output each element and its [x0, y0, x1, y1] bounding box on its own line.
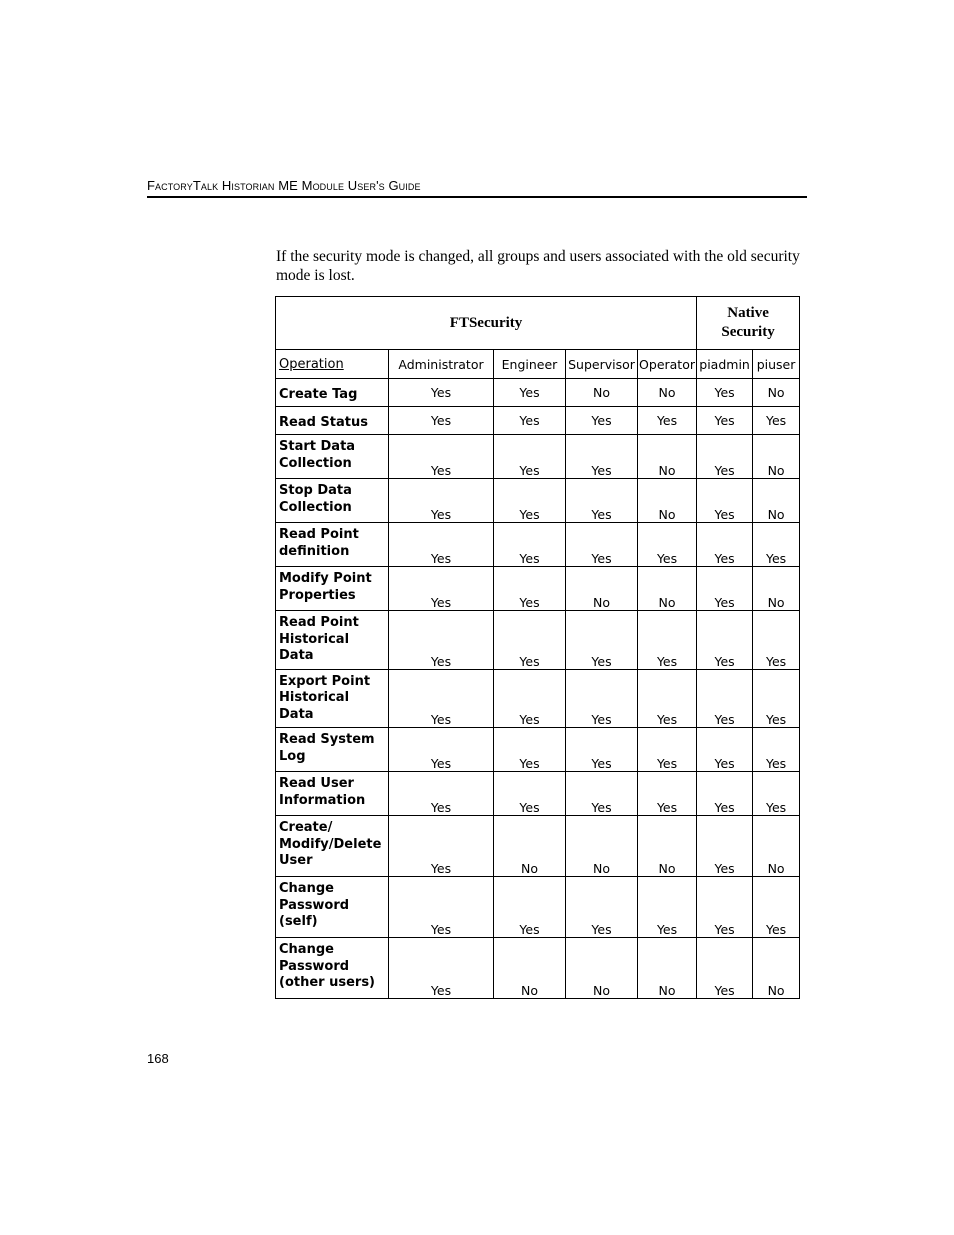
permission-cell: No — [638, 567, 697, 611]
permission-cell: Yes — [638, 877, 697, 938]
permission-cell: No — [566, 816, 638, 877]
permission-cell: Yes — [753, 523, 800, 567]
permission-cell: No — [638, 479, 697, 523]
permission-cell: No — [753, 479, 800, 523]
permission-cell: Yes — [697, 669, 753, 728]
permission-cell: Yes — [697, 523, 753, 567]
permission-cell: No — [753, 567, 800, 611]
permission-cell: Yes — [389, 877, 494, 938]
permission-cell: No — [494, 816, 566, 877]
permission-cell: Yes — [566, 728, 638, 772]
permission-cell: Yes — [389, 435, 494, 479]
permission-cell: No — [566, 567, 638, 611]
permission-cell: Yes — [753, 877, 800, 938]
permission-cell: Yes — [389, 728, 494, 772]
table-body — [276, 379, 800, 999]
permission-cell: Yes — [494, 479, 566, 523]
permission-cell: No — [753, 938, 800, 999]
permission-cell: Yes — [697, 611, 753, 670]
permission-cell: Yes — [638, 523, 697, 567]
permission-cell: Yes — [697, 379, 753, 407]
permission-cell: Yes — [753, 407, 800, 435]
permission-cell: Yes — [566, 611, 638, 670]
permission-cell: Yes — [389, 479, 494, 523]
permission-cell: Yes — [753, 772, 800, 816]
table-row — [276, 407, 800, 435]
permission-cell: No — [566, 938, 638, 999]
permission-cell: No — [753, 435, 800, 479]
running-header: FactoryTalk Historian ME Module User's Guide — [147, 178, 421, 193]
operation-cell: Stop Data Collection — [276, 479, 389, 523]
operation-cell: Create Tag — [276, 379, 389, 407]
permission-cell: Yes — [566, 772, 638, 816]
permission-cell: Yes — [494, 523, 566, 567]
permission-cell: No — [638, 938, 697, 999]
column-header-piadmin: piadmin — [697, 350, 753, 379]
table-row — [276, 435, 800, 479]
permission-cell: Yes — [494, 379, 566, 407]
column-header-administrator: Administrator — [389, 350, 494, 379]
page-number: 168 — [147, 1051, 169, 1066]
permission-cell: Yes — [697, 479, 753, 523]
operation-cell: Read Status — [276, 407, 389, 435]
permission-cell: No — [638, 435, 697, 479]
permission-cell: Yes — [566, 435, 638, 479]
permission-cell: Yes — [494, 728, 566, 772]
operation-cell: Change Password (other users) — [276, 938, 389, 999]
column-header-supervisor: Supervisor — [566, 350, 638, 379]
permission-cell: Yes — [697, 567, 753, 611]
operation-cell: Read User Information — [276, 772, 389, 816]
permission-cell: Yes — [389, 523, 494, 567]
table-row — [276, 479, 800, 523]
permission-cell: Yes — [494, 669, 566, 728]
permission-cell: Yes — [494, 407, 566, 435]
permission-cell: Yes — [697, 728, 753, 772]
permission-cell: No — [494, 938, 566, 999]
table-row — [276, 567, 800, 611]
intro-paragraph: If the security mode is changed, all groups and users associated with the old security mode is lost. — [276, 248, 800, 284]
permission-cell: Yes — [494, 611, 566, 670]
permission-cell: No — [753, 379, 800, 407]
operation-cell: Read Point definition — [276, 523, 389, 567]
table-row — [276, 772, 800, 816]
operation-cell: Export Point Historical Data — [276, 669, 389, 728]
permission-cell: Yes — [389, 772, 494, 816]
group-header-native-security — [697, 297, 800, 350]
permission-cell: Yes — [753, 669, 800, 728]
native-security-label: Native Security — [721, 305, 775, 340]
permissions-table — [275, 296, 800, 999]
operation-cell: Create/ Modify/Delete User — [276, 816, 389, 877]
operation-cell: Change Password (self) — [276, 877, 389, 938]
permission-cell: Yes — [753, 611, 800, 670]
permission-cell: Yes — [638, 407, 697, 435]
permission-cell: Yes — [638, 772, 697, 816]
permission-cell: Yes — [697, 938, 753, 999]
permission-cell: Yes — [566, 877, 638, 938]
table-row — [276, 816, 800, 877]
header-rule — [147, 196, 807, 198]
permission-cell: Yes — [494, 772, 566, 816]
permission-cell: Yes — [697, 772, 753, 816]
permission-cell: No — [753, 816, 800, 877]
permission-cell: No — [638, 379, 697, 407]
table-row — [276, 523, 800, 567]
column-header-operation: Operation — [276, 350, 389, 379]
permission-cell: Yes — [389, 938, 494, 999]
operation-cell: Modify Point Properties — [276, 567, 389, 611]
column-header-row — [276, 350, 800, 379]
permission-cell: Yes — [638, 669, 697, 728]
permission-cell: Yes — [566, 523, 638, 567]
operation-cell: Read Point Historical Data — [276, 611, 389, 670]
permission-cell: Yes — [566, 479, 638, 523]
table-row — [276, 728, 800, 772]
operation-cell: Read System Log — [276, 728, 389, 772]
permission-cell: Yes — [566, 669, 638, 728]
permission-cell: Yes — [389, 407, 494, 435]
table-row — [276, 669, 800, 728]
column-header-operator: Operator — [638, 350, 697, 379]
permission-cell: No — [638, 816, 697, 877]
permission-cell: Yes — [389, 669, 494, 728]
permission-cell: Yes — [494, 567, 566, 611]
permission-cell: Yes — [566, 407, 638, 435]
permission-cell: Yes — [389, 379, 494, 407]
column-header-engineer: Engineer — [494, 350, 566, 379]
permission-cell: Yes — [389, 816, 494, 877]
table-row — [276, 611, 800, 670]
table-row — [276, 877, 800, 938]
permission-cell: No — [566, 379, 638, 407]
permission-cell: Yes — [494, 877, 566, 938]
group-header-ftsecurity: FTSecurity — [276, 297, 697, 350]
permission-cell: Yes — [697, 816, 753, 877]
permission-cell: Yes — [494, 435, 566, 479]
permission-cell: Yes — [638, 611, 697, 670]
table-row — [276, 379, 800, 407]
permission-cell: Yes — [389, 567, 494, 611]
permission-cell: Yes — [697, 407, 753, 435]
column-header-piuser: piuser — [753, 350, 800, 379]
permission-cell: Yes — [638, 728, 697, 772]
permission-cell: Yes — [753, 728, 800, 772]
permission-cell: Yes — [697, 877, 753, 938]
permission-cell: Yes — [697, 435, 753, 479]
operation-cell: Start Data Collection — [276, 435, 389, 479]
table-row — [276, 938, 800, 999]
permission-cell: Yes — [389, 611, 494, 670]
